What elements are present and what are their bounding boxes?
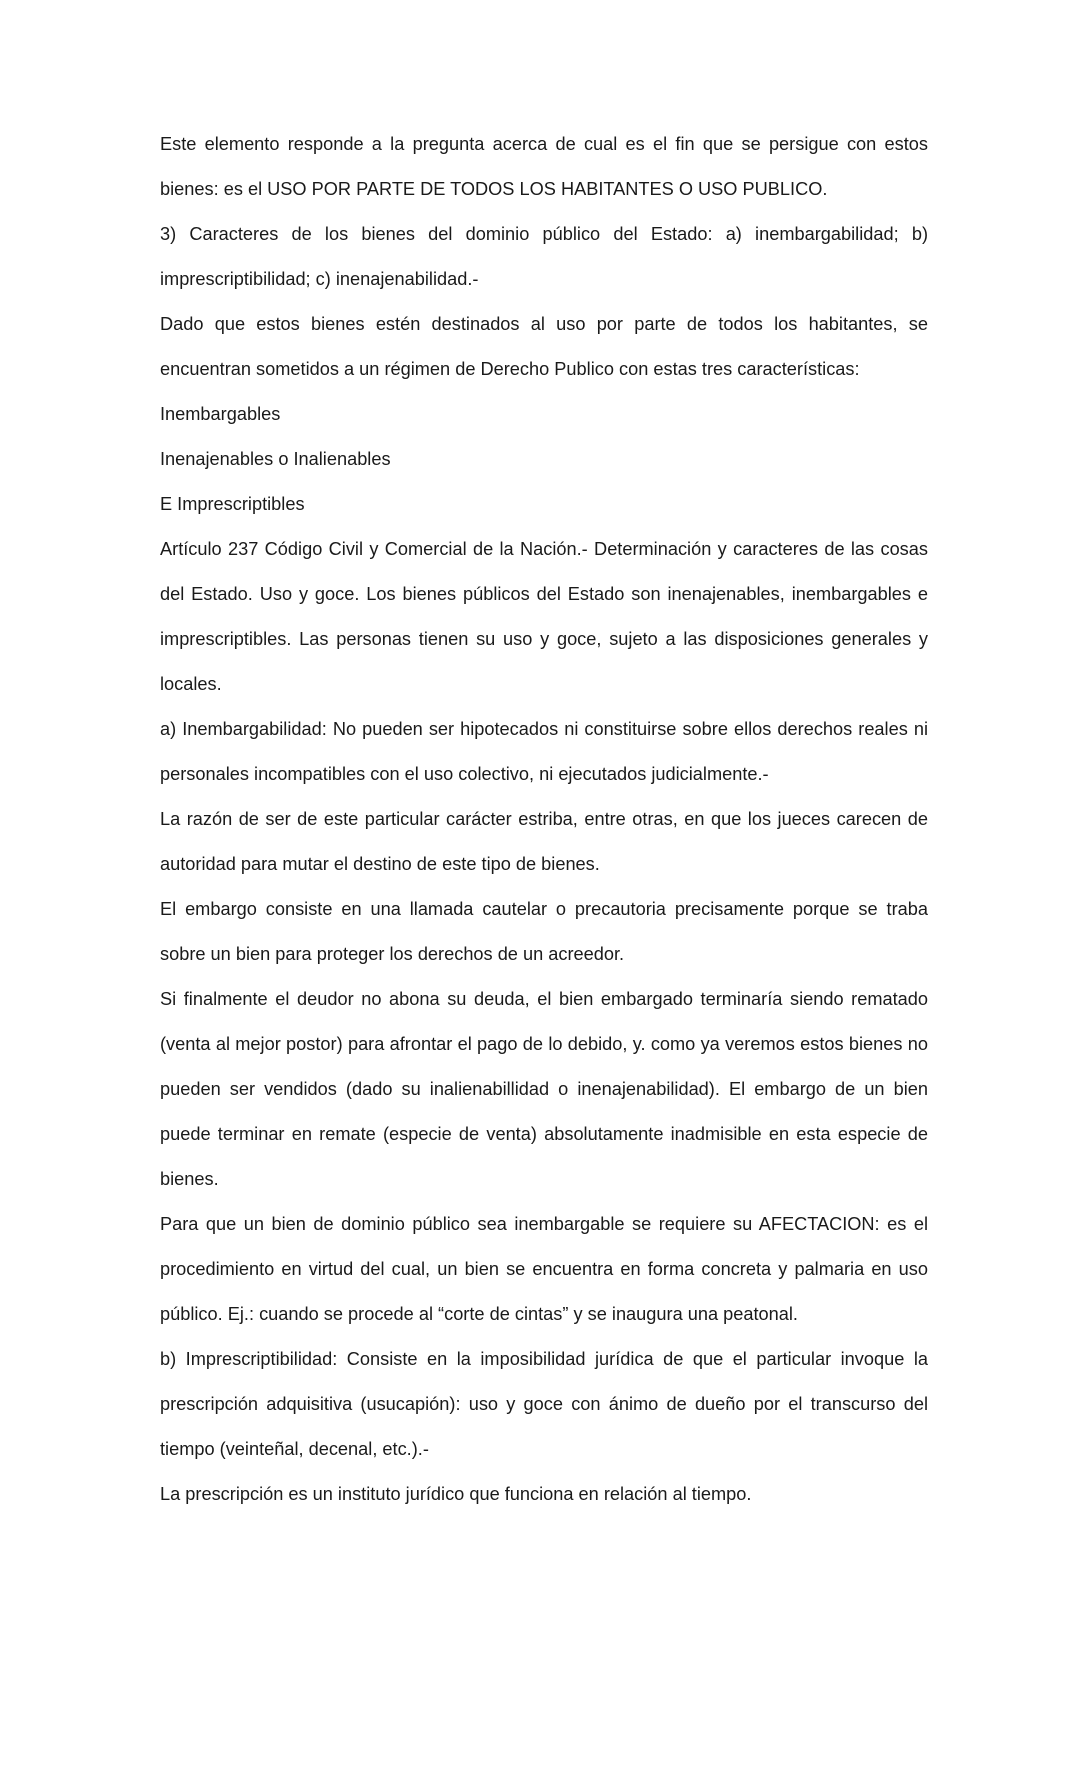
paragraph-caracteres-heading: 3) Caracteres de los bienes del dominio público del Estado: a) inembargabilidad; b) imprescriptibilidad; c) inenajenabilidad.- <box>160 224 928 289</box>
paragraph-articulo-237: Artículo 237 Código Civil y Comercial de la Nación.- Determinación y caracteres de las cosas del Estado. Uso y goce. Los bienes públicos del Estado son inenajenables, inembargables e imprescriptibles. Las personas tienen su uso y goce, sujeto a las disposiciones generales y locales. <box>160 539 928 694</box>
paragraph-fin-uso-publico: Este elemento responde a la pregunta acerca de cual es el fin que se persigue con estos bienes: es el USO POR PARTE DE TODOS LOS HABITANTES O USO PUBLICO. <box>160 134 928 199</box>
list-item-imprescriptibles: E Imprescriptibles <box>160 494 305 514</box>
list-item-inembargables: Inembargables <box>160 404 281 424</box>
paragraph-inembargabilidad: a) Inembargabilidad: No pueden ser hipotecados ni constituirse sobre ellos derechos reales ni personales incompatibles con el uso colectivo, ni ejecutados judicialmente.- <box>160 719 928 784</box>
paragraph-embargo: El embargo consiste en una llamada cautelar o precautoria precisamente porque se traba sobre un bien para proteger los derechos de un acreedor. <box>160 899 928 964</box>
paragraph-regimen-derecho-publico: Dado que estos bienes estén destinados al uso por parte de todos los habitantes, se encuentran sometidos a un régimen de Derecho Publico con estas tres características: <box>160 314 928 379</box>
paragraph-razon-de-ser: La razón de ser de este particular carácter estriba, entre otras, en que los jueces carecen de autoridad para mutar el destino de este tipo de bienes. <box>160 809 928 874</box>
paragraph-remate: Si finalmente el deudor no abona su deuda, el bien embargado terminaría siendo rematado (venta al mejor postor) para afrontar el pago de lo debido, y. como ya veremos estos bienes no pueden ser vendidos (dado su inalienabillidad o inenajenabilidad). El embargo de un bien puede terminar en remate (especie de venta) absolutamente inadmisible en esta especie de bienes. <box>160 989 928 1189</box>
document-body <box>160 122 928 1517</box>
paragraph-prescripcion: La prescripción es un instituto jurídico que funciona en relación al tiempo. <box>160 1484 752 1504</box>
paragraph-imprescriptibilidad: b) Imprescriptibilidad: Consiste en la imposibilidad jurídica de que el particular invoque la prescripción adquisitiva (usucapión): uso y goce con ánimo de dueño por el transcurso del tiempo (veinteñal, decenal, etc.).- <box>160 1349 928 1459</box>
list-item-inenajenables: Inenajenables o Inalienables <box>160 449 391 469</box>
paragraph-afectacion: Para que un bien de dominio público sea inembargable se requiere su AFECTACION: es el procedimiento en virtud del cual, un bien se encuentra en forma concreta y palmaria en uso público. Ej.: cuando se procede al “corte de cintas” y se inaugura una peatonal. <box>160 1214 928 1324</box>
